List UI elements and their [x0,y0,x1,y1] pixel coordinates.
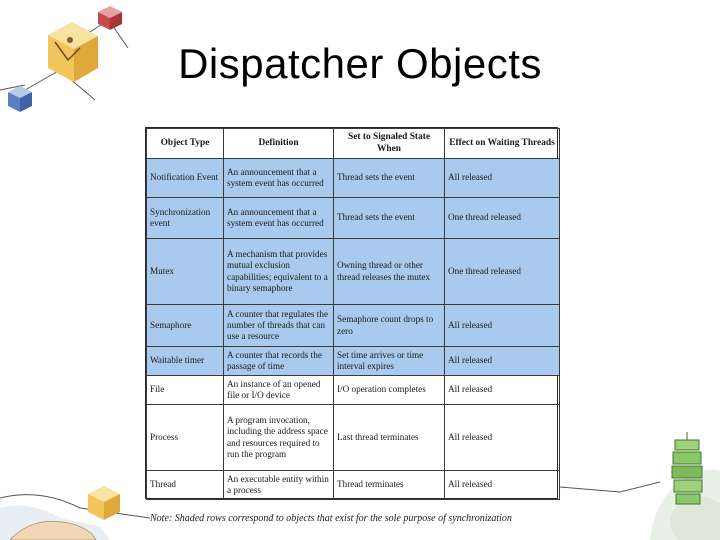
cell-definition: A program invocation, including the address space and resources required to run the program [224,405,334,471]
cell-object-type: File [147,376,224,405]
cell-signaled-state: Last thread terminates [334,405,445,471]
table-row [147,305,560,347]
cell-effect: All released [445,159,560,198]
cell-effect: All released [445,305,560,347]
cell-definition: An executable entity within a process [224,471,334,500]
cell-signaled-state: Thread terminates [334,471,445,500]
table-row [147,159,560,198]
table-footnote: Note: Shaded rows correspond to objects that exist for the sole purpose of synchronization [150,513,512,524]
cell-definition: An announcement that a system event has occurred [224,159,334,198]
table-row [147,376,560,405]
table-row [147,471,560,500]
cell-signaled-state: Set time arrives or time interval expires [334,347,445,376]
cell-effect: All released [445,347,560,376]
cell-definition: A counter that records the passage of time [224,347,334,376]
cell-object-type: Semaphore [147,305,224,347]
header-definition: Definition [224,129,334,159]
table-header-row [147,129,560,159]
cell-object-type: Thread [147,471,224,500]
cell-signaled-state: Owning thread or other thread releases the mutex [334,239,445,305]
cell-object-type: Waitable timer [147,347,224,376]
hand-holding-cube-illustration [0,478,150,540]
cell-object-type: Process [147,405,224,471]
cell-effect: One thread released [445,239,560,305]
cell-object-type: Mutex [147,239,224,305]
table-row [147,239,560,305]
cell-signaled-state: Semaphore count drops to zero [334,305,445,347]
cell-effect: All released [445,376,560,405]
cell-effect: All released [445,471,560,500]
cell-signaled-state: Thread sets the event [334,159,445,198]
cell-object-type: Synchronization event [147,198,224,239]
cell-definition: An announcement that a system event has occurred [224,198,334,239]
slide-title: Dispatcher Objects [178,40,542,87]
cell-effect: All released [445,405,560,471]
table-row [147,405,560,471]
cell-signaled-state: Thread sets the event [334,198,445,239]
cell-definition: A counter that regulates the number of threads that can use a resource [224,305,334,347]
header-object-type: Object Type [147,129,224,159]
dispatcher-objects-table [145,127,558,499]
header-effect-on-threads: Effect on Waiting Threads [445,129,560,159]
cell-object-type: Notification Event [147,159,224,198]
cell-effect: One thread released [445,198,560,239]
cell-signaled-state: I/O operation completes [334,376,445,405]
stacked-blocks-illustration [560,432,720,540]
cell-definition: A mechanism that provides mutual exclusion capabilities; equivalent to a binary semaphore [224,239,334,305]
header-signaled-state: Set to Signaled State When [334,129,445,159]
table-row [147,347,560,376]
table-row [147,198,560,239]
cell-definition: An instance of an opened file or I/O device [224,376,334,405]
